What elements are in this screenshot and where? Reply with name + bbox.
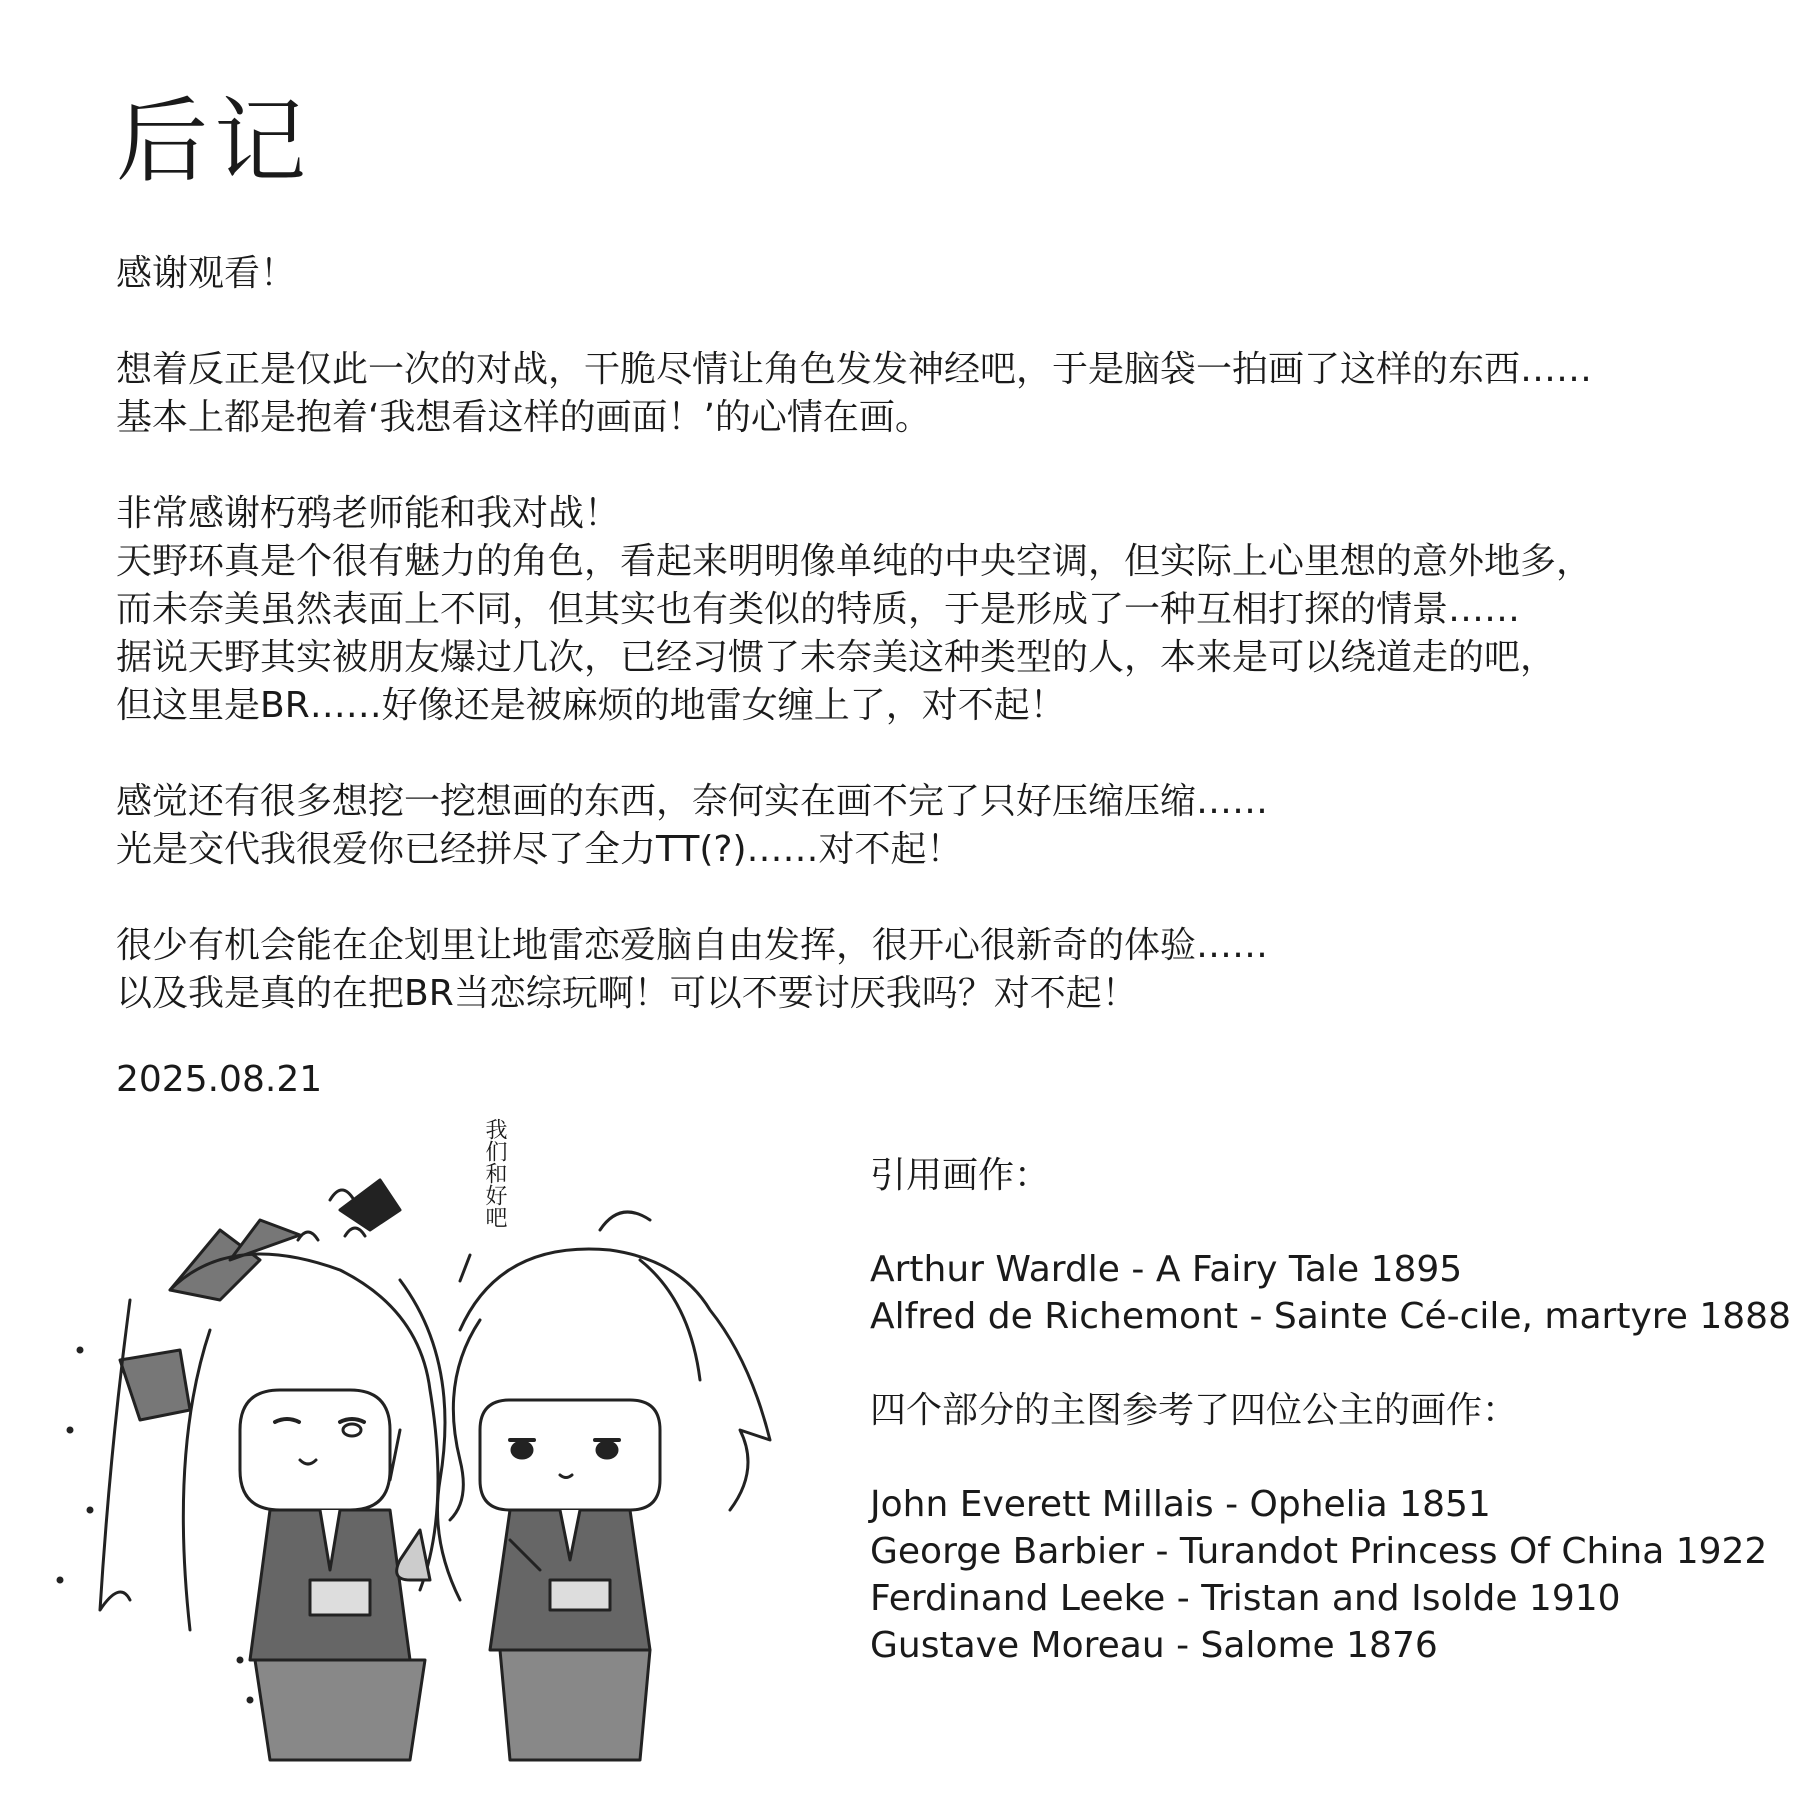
text-line: 而未奈美虽然表面上不同，但其实也有类似的特质，于是形成了一种互相打探的情景…… bbox=[116, 589, 1521, 630]
parts-heading-block bbox=[870, 1387, 1770, 1434]
page-title: 后记 bbox=[116, 88, 313, 195]
paragraph-4 bbox=[116, 778, 1756, 874]
paragraph-5 bbox=[116, 922, 1756, 1018]
paragraph-1 bbox=[116, 250, 1756, 298]
text-line: 想着反正是仅此一次的对战，干脆尽情让角色发发神经吧，于是脑袋一拍画了这样的东西…… bbox=[116, 349, 1593, 390]
date: 2025.08.21 bbox=[116, 1059, 323, 1100]
text-line: 光是交代我很爱你已经拼尽了全力TT(?)……对不起！ bbox=[116, 829, 963, 870]
parts-work-item: Ferdinand Leeke - Tristan and Isolde 1910 bbox=[870, 1578, 1621, 1619]
text-line: 非常感谢朽鸦老师能和我对战！ bbox=[116, 493, 621, 534]
parts-work-item: Gustave Moreau - Salome 1876 bbox=[870, 1625, 1438, 1666]
text-line: 很少有机会能在企划里让地雷恋爱脑自由发挥，很开心很新奇的体验…… bbox=[116, 925, 1269, 966]
text-line: 以及我是真的在把BR当恋综玩啊！可以不要讨厌我吗？对不起！ bbox=[116, 973, 1138, 1014]
afterword-body bbox=[116, 250, 1756, 1066]
text-line: 天野环真是个很有魅力的角色，看起来明明像单纯的中央空调，但实际上心里想的意外地多， bbox=[116, 541, 1593, 582]
text-line: 感觉还有很多想挖一挖想画的东西，奈何实在画不完了只好压缩压缩…… bbox=[116, 781, 1269, 822]
cited-works-block bbox=[870, 1152, 1770, 1199]
chibi-illustration bbox=[40, 1100, 840, 1780]
paragraph-2 bbox=[116, 346, 1756, 442]
text-line: 据说天野其实被朋友爆过几次，已经习惯了未奈美这种类型的人，本来是可以绕道走的吧， bbox=[116, 637, 1557, 678]
parts-heading: 四个部分的主图参考了四位公主的画作： bbox=[870, 1390, 1519, 1431]
credits-section bbox=[870, 1152, 1791, 1716]
paragraph-3 bbox=[116, 490, 1756, 730]
text-line: 但这里是BR……好像还是被麻烦的地雷女缠上了，对不起！ bbox=[116, 685, 1066, 726]
text-line: 感谢观看！ bbox=[116, 253, 297, 294]
cited-work-item: Arthur Wardle - A Fairy Tale 1895 bbox=[870, 1249, 1463, 1290]
parts-work-item: George Barbier - Turandot Princess Of China 1922 bbox=[870, 1531, 1768, 1572]
cited-works-list bbox=[870, 1246, 1791, 1340]
cited-heading: 引用画作： bbox=[870, 1155, 1051, 1196]
text-line: 基本上都是抱着‘我想看这样的画面！’的心情在画。 bbox=[116, 397, 931, 438]
parts-works-list bbox=[870, 1481, 1770, 1669]
cited-work-item: Alfred de Richemont - Sainte Cé-cile, martyre 1888 bbox=[870, 1296, 1791, 1337]
parts-work-item: John Everett Millais - Ophelia 1851 bbox=[870, 1484, 1491, 1525]
speech-bubble-text: 我们和好吧 bbox=[482, 1118, 507, 1228]
